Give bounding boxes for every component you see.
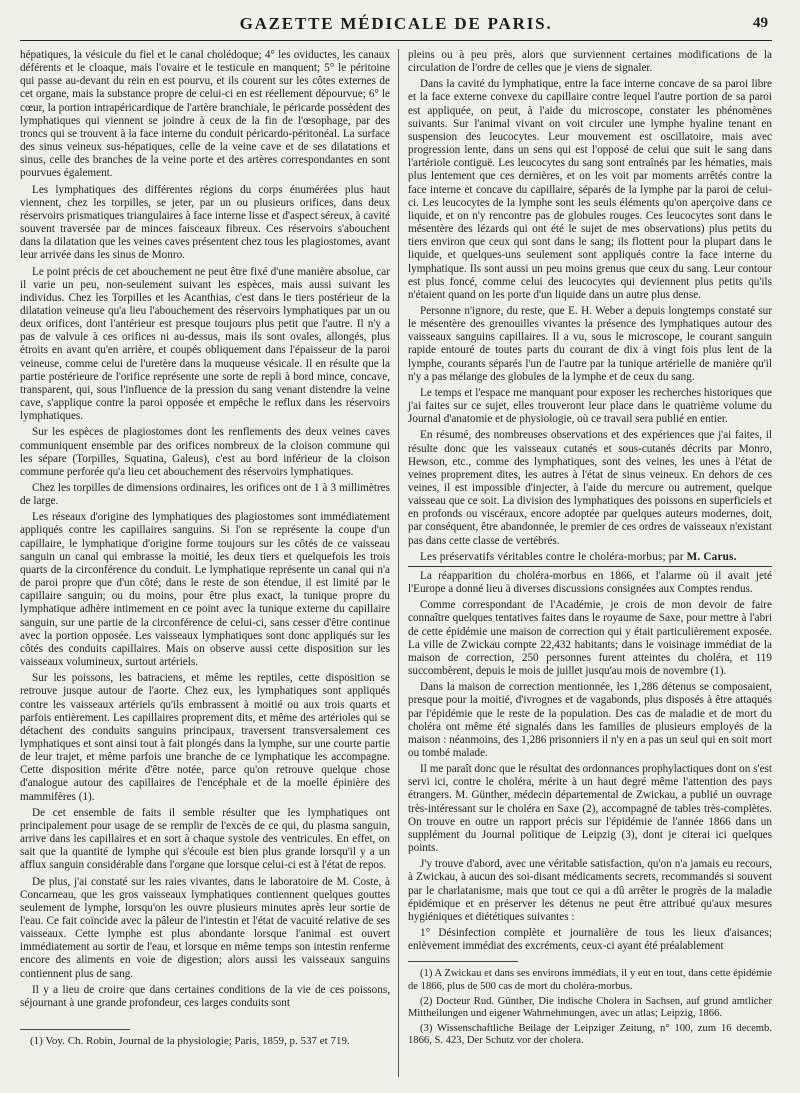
paragraph: Comme correspondant de l'Académie, je crois de mon devoir de faire connaître quelques tentatives faites dans le royaume de Saxe, pour mettre à l'abri de cette épidémie une maison de correction qui y était particulièrement exposée. La ville de Zwickau compte 22,432 habitants; dans le voisinage immédiat de la maison de correction, 250 personnes furent atteintes du choléra, et 119 succombèrent, depuis le mois de juillet jusqu'au mois de novembre (1). bbox=[408, 599, 772, 678]
article-heading-title: Les préservatifs véritables contre le choléra-morbus; par bbox=[420, 550, 684, 563]
paragraph: La réapparition du choléra-morbus en 1866, et l'alarme où il avait jeté l'Europe a donné lieu à diverses discussions consignées aux Comptes rendus. bbox=[408, 569, 772, 596]
paragraph: De cet ensemble de faits il semble résulter que les lymphatiques ont principalement pour usage de se remplir de l'excès de ce qui, du plasma sanguin, arrive dans les capillaires et en sort à chaque systole des ventricules. En effet, on sait que la quantité de lymphe qui s'écoule est bien plus grande lorsqu'il y a un afflux sanguin considérable dans l'organe que lorsque celui-ci est à l'état de repos. bbox=[20, 806, 390, 872]
paragraph: pleins ou à peu près, alors que surviennent certaines modifications de la circulation de l'ordre de celles que je viens de signaler. bbox=[408, 49, 772, 75]
article-heading bbox=[408, 551, 772, 567]
article-heading-author: M. Carus. bbox=[686, 550, 737, 563]
paragraph: Il me paraît donc que le résultat des ordonnances prophylactiques dont on s'est servi ici, contre le choléra, mérite à un haut degré même l'attention des pays étrangers. M. Günther, médecin départemental de Zwickau, a publié un ouvrage très-intéressant sur le choléra en Saxe (2), accompagné de tables très-complètes. On trouve en outre un rapport précis sur l'épidémie de l'année 1866 dans un supplément du Journal politique de Leipzig (3), dont je citerai ici quelques points. bbox=[408, 763, 772, 855]
paragraph: Chez les torpilles de dimensions ordinaires, les orifices ont de 1 à 3 millimètres de large. bbox=[20, 482, 390, 508]
right-footnotes bbox=[408, 961, 772, 1048]
left-column bbox=[20, 49, 390, 1079]
paragraph: 1° Désinfection complète et journalière de tous les lieux d'aisances; enlèvement immédiat des excréments, ceux-ci ayant été préalablement bbox=[408, 927, 772, 953]
paragraph: Dans la maison de correction mentionnée, les 1,286 détenus se composaient, presque pour la moitié, d'ivrognes et de vagabonds, plus disposés à être attaqués par l'épidémie que le reste de la population. Des cas de maladie et de mort du choléra ont même été signalés dans les familles de plusieurs employés de la maison : néanmoins, des 1,286 prisonniers il n'y en a pas un seul qui en soit mort ou tombé malade. bbox=[408, 681, 772, 759]
paragraph: Les lymphatiques des différentes régions du corps énumérées plus haut viennent, chez les torpilles, se jeter, par un ou plusieurs orifices, dans deux réservoirs prismatiques triangulaires à face interne lisse et d'aspect séreux, à cavité souvent traversée par de minces faisceaux fibreux. Ces réservoirs s'abouchent dans la dilatation que les veines caves présentent chez tous les plagiostomes, avant leur arrivée dans les sinus de Monro. bbox=[20, 183, 391, 262]
journal-title: GAZETTE MÉDICALE DE PARIS. bbox=[239, 14, 553, 33]
paragraph: Il y a lieu de croire que dans certaines conditions de la vie de ces poissons, séjournant à une grande profondeur, ces larges conduits sont bbox=[20, 983, 390, 1009]
footnote: (1) A Zwickau et dans ses environs immédiats, il y eut en tout, dans cette épidémie de 1866, plus de 500 cas de mort du choléra-morbus. bbox=[408, 968, 772, 992]
page-header bbox=[20, 0, 772, 41]
page-number: 49 bbox=[753, 15, 768, 31]
paragraph: En résumé, des nombreuses observations et des expériences que j'ai faites, il résulte donc que les vaisseaux cutanés et sous-cutanés décrits par Monro, Hewson, etc., comme des lymphatiques, sont des veines, les unes à l'état de veines proprement dites, les autres à l'état de sinus veineux. En dehors de ces veines, il est impossible d'injecter, à l'aide du mercure ou autrement, quelque vaisseau que ce soit. La division des lymphatiques des poissons en superficiels et en profonds ou viscéraux, encore adoptée par quelques auteurs modernes, doit, par conséquent, être abandonnée, le premier de ces ordres de vaisseaux n'existant pas dans cette classe de vertébrés. bbox=[408, 429, 772, 547]
footnote: (2) Docteur Rud. Günther, Die indische Cholera in Sachsen, auf grund amtlicher Mittheilungen und eigener Wahrnehmungen, avec un atlas; Leipzig, 1866. bbox=[408, 995, 772, 1020]
column-divider bbox=[398, 49, 399, 1077]
footnote: (1) Voy. Ch. Robin, Journal de la physiologie; Paris, 1859, p. 537 et 719. bbox=[30, 1035, 350, 1047]
paragraph: Les réseaux d'origine des lymphatiques des plagiostomes sont immédiatement appliqués contre les capillaires sanguins. Si l'on se représente la coupe d'un capillaire, le lymphatique d'origine forme toujours sur les côtés de ce vaisseau sanguin un canal qui embrasse la moitié, les deux tiers et quelquefois les trois quarts de la circonférence du conduit. Le lymphatique représente un canal qui n'a de paroi propre que d'un côté; dans le reste de son étendue, il est limité par le capillaire sanguin; ou du moins, pour être plus exact, la tunique propre du lymphatique adhère intimement en ce point avec la tunique externe du capillaire sanguin, sur une partie de la circonférence de celui-ci, sans cesser d'être continue avec la portion opposée. Les vaisseaux lymphatiques sont donc appliqués sur les côtés des conduits capillaires. Mais on observe aussi cette disposition sur les vaisseaux volumineux, surtout artériels. bbox=[20, 511, 390, 669]
right-column bbox=[408, 49, 772, 1079]
paragraph: Sur les espèces de plagiostomes dont les renflements des deux veines caves communiquent ensemble par des orifices nombreux de la cloison commune qui les sépare (Torpilles, Squatina, Galeus), c'est au bord inférieur de la cloison commune perforée qu'a lieu cet abouchement des réservoirs lymphatiques. bbox=[20, 426, 390, 478]
footnote-divider bbox=[20, 1029, 130, 1030]
footnote: (3) Wissenschaftliche Beilage der Leipziger Zeitung, n° 100, zum 16 decemb. 1866, S. 423, Der Schutz vor der cholera. bbox=[408, 1022, 772, 1047]
paragraph: Le point précis de cet abouchement ne peut être fixé d'une manière absolue, car il varie un peu, non-seulement suivant les espèces, mais aussi suivant les individus. Chez les Torpilles et les Acanthias, c'est dans le tiers postérieur de la dilatation veineuse qu'a lieu l'abouchement des réservoirs lymphatiques par un ou deux orifices, dont l'antérieur est presque toujours plus petit que l'autre. Il n'y a pas de valvule à ces orifices ni au-dessus, mais ils sont ovales, allongés, plus étroits en avant qu'en arrière, et coupés obliquement dans l'épaisseur de la paroi veineuse, comme celui de l'uretère dans la muqueuse vésicale. Il en résulte que la partie postérieure de l'orifice représente une sorte de repli à bord mince, concave, transparent, qui, sous l'influence de la pression du sang venant distendre la veine cave, s'applique contre la paroi opposée et empêche le reflux dans les réservoirs lymphatiques. bbox=[20, 265, 390, 423]
footnote-divider bbox=[408, 961, 518, 962]
paragraph: Sur les poissons, les batraciens, et même les reptiles, cette disposition se retrouve jusque autour de l'aorte. Chez eux, les lymphatiques sont appliqués contre les vaisseaux artériels qu'ils embrassent à moitié ou aux trois quarts et parfois entièrement. Les capillaires proprement dits, et même des artérioles qui se détachent des conduits sanguins principaux, traversent transversalement ces lymphatiques et sont ainsi tout à fait plongés dans la lymphe, sur une courte partie de leur trajet, et même parfois une branche de ce lymphatique les accompagne. Cette disposition mérite d'être notée, parce qu'on retrouve quelque chose d'analogue autour des capillaires de l'encéphale et de la moelle épinière des mammifères (1). bbox=[20, 672, 390, 803]
left-footnotes bbox=[20, 1029, 390, 1048]
paragraph: Personne n'ignore, du reste, que E. H. Weber a depuis longtemps constaté sur le mésentère des grenouilles vivantes la présence des lymphatiques autour des vaisseaux sanguins capillaires. Il a vu, sous le microscope, le courant sanguin rapide entouré de toutes parts du courant de dix à vingt fois plus lent de la lymphe, courants séparés l'un de l'autre par la tunique artérielle de manière qu'il n'y a pas mélange des globules de la lymphe et de ceux du sang. bbox=[408, 304, 772, 383]
paragraph: Le temps et l'espace me manquant pour exposer les recherches historiques que j'ai faites sur ce sujet, elles trouveront leur place dans le quatrième volume du Journal d'anatomie et de physiologie, où ce travail sera publié en entier. bbox=[408, 386, 772, 426]
paragraph: hépatiques, la vésicule du fiel et le canal cholédoque; 4° les oviductes, les canaux déférents et le cloaque, mais l'ovaire et le testicule en manquent; 5° le péritoine qui passe au-devant du rein en est pourvu, et ils courent sur les côtes externes de cet organe, mais la substance propre de celui-ci en est réellement dépourvue; 6° le cœur, la portion intrapéricardique de l'artère branchiale, le péricarde possèdent des lymphatiques qui viennent se joindre à ceux de la fin de l'œsophage, par des troncs qui se trouvent à la face interne du conduit péricardo-péritonéal. La surface des sinus veineux sus-hépatiques, celle de la veine cave et de ses dilatations et sinus, celle des branches de la veine porte et des artères correspondantes en sont pourvues également. bbox=[20, 49, 390, 180]
paragraph: De plus, j'ai constaté sur les raies vivantes, dans le laboratoire de M. Coste, à Concarneau, que les gros vaisseaux lymphatiques contiennent quelques gouttes seulement de lymphe, lorsqu'on les ouvre plusieurs minutes après leur sortie de l'eau. Ce fait coïncide avec la pâleur de l'intestin et l'état de vacuité relative de ses vaisseaux. Cette lymphe est plus abondante lorsque l'animal est ouvert immédiatement au sortir de l'eau, et lorsque en même temps son intestin renferme encore des aliments en voie de digestion; alors aussi les vaisseaux sanguins contiennent plus de sang. bbox=[20, 875, 390, 980]
paragraph: J'y trouve d'abord, avec une véritable satisfaction, qu'on n'a jamais eu recours, à Zwickau, à aucun des soi-disant médicaments secrets, recommandés si souvent par le charlatanisme, mais que tout ce qui a dû arrêter le progrès de la maladie épidémique et en préserver les détenus ne peut être attribué qu'aux mesures hygiéniques et diététiques suivantes : bbox=[408, 858, 772, 923]
paragraph: Dans la cavité du lymphatique, entre la face interne concave de sa paroi libre et la face externe convexe du capillaire contre lequel l'autre portion de sa paroi est appliquée, on peut, à l'aide du microscope, constater les phénomènes suivants. Sur l'animal vivant on voit circuler une lymphe hyaline tenant en suspension des leucocytes. Leur mouvement est oscillatoire, mais avec progression lente, dans un sens qui est l'opposé de celui que suit le sang dans l'artériole contiguë. Les leucocytes du sang sont entraînés par les hématies, mais plus lentement que ces dernières, et on les voit par moments arrêtés contre la face interne et concave du capillaire, séparés de la lymphe par la paroi de celui-ci. Les leucocytes de la lymphe sont les seuls éléments qu'on aperçoive dans ce liquide, et on n'y rencontre pas de globules rouges. Ces leucocytes sont dans le mésentère des lézards qui ont été le sujet de mes observations) plus petits du tiers environ que ceux qui sont dans le sang; ils flottent pour la plupart dans le liquide, et quelques-uns seulement sont appliqués contre la face interne du lymphatique. Ils sont aussi un peu moins grenus que ceux du sang. Leur contour est plus foncé, comme celui des leucocytes qui deviennent plus petits qu'ils n'étaient quand on les porte d'un liquide dans un autre plus dense. bbox=[408, 78, 772, 301]
